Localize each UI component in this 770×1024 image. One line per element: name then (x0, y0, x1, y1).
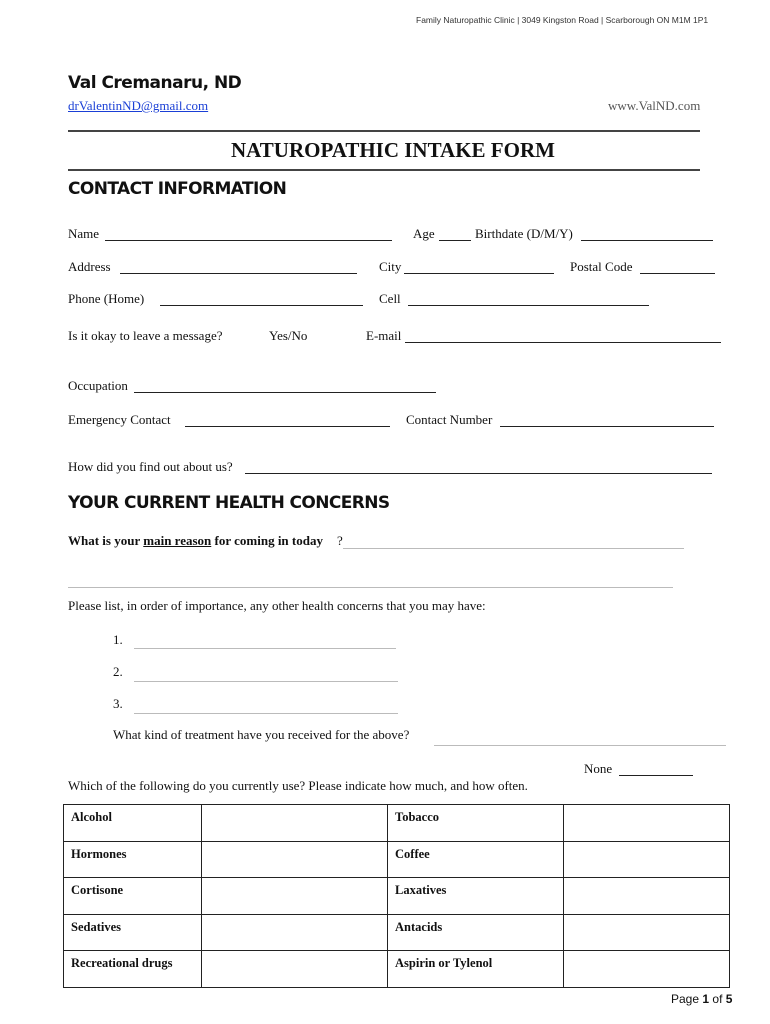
city-field[interactable] (404, 273, 554, 274)
birthdate-field[interactable] (581, 240, 713, 241)
substance-label: Alcohol (64, 805, 202, 842)
clinic-address-header: Family Naturopathic Clinic | 3049 Kingston Road | Scarborough ON M1M 1P1 (416, 15, 709, 25)
main-reason-suffix: for coming in today (211, 533, 323, 548)
none-field[interactable] (619, 775, 693, 776)
substance-label: Sedatives (64, 914, 202, 951)
none-label: None (584, 761, 613, 776)
address-field[interactable] (120, 273, 357, 274)
yes-no-option[interactable]: Yes/No (269, 328, 308, 343)
substance-label: Antacids (388, 914, 564, 951)
substance-label: Recreational drugs (64, 951, 202, 988)
email-field[interactable] (405, 342, 721, 343)
age-label: Age (413, 226, 435, 241)
other-concerns-prompt: Please list, in order of importance, any other health concerns that you may have: (68, 598, 486, 613)
referral-source-field[interactable] (245, 473, 712, 474)
city-label: City (379, 259, 402, 274)
postal-code-label: Postal Code (570, 259, 633, 274)
occupation-label: Occupation (68, 378, 128, 393)
cell-label: Cell (379, 291, 401, 306)
emergency-contact-label: Emergency Contact (68, 412, 171, 427)
cell-field[interactable] (408, 305, 649, 306)
main-reason-field-line1[interactable] (343, 548, 684, 549)
section-heading-health: YOUR CURRENT HEALTH CONCERNS (68, 493, 390, 513)
contact-number-label: Contact Number (406, 412, 493, 427)
concern-number-3: 3. (113, 696, 123, 711)
substance-usage-cell[interactable] (564, 878, 730, 915)
of-word: of (712, 992, 723, 1006)
concern-number-2: 2. (113, 664, 123, 679)
table-row (64, 878, 730, 915)
substance-usage-cell[interactable] (202, 805, 388, 842)
table-row (64, 914, 730, 951)
substance-label: Coffee (388, 841, 564, 878)
phone-home-label: Phone (Home) (68, 291, 145, 306)
leave-message-label: Is it okay to leave a message? (68, 328, 223, 343)
age-field[interactable] (439, 240, 471, 241)
section-heading-contact: CONTACT INFORMATION (68, 179, 287, 199)
concern-field-2[interactable] (134, 681, 398, 682)
substance-label: Aspirin or Tylenol (388, 951, 564, 988)
substance-label: Hormones (64, 841, 202, 878)
page-word: Page (671, 992, 700, 1006)
substance-usage-cell[interactable] (202, 914, 388, 951)
substance-usage-cell[interactable] (564, 805, 730, 842)
concern-field-3[interactable] (134, 713, 398, 714)
table-row (64, 805, 730, 842)
main-reason-question (68, 533, 323, 549)
concern-number-1: 1. (113, 632, 123, 647)
page-indicator (671, 992, 732, 1006)
main-reason-prefix: What is your (68, 533, 144, 548)
substance-usage-cell[interactable] (564, 841, 730, 878)
practitioner-email-link[interactable]: drValentinND@gmail.com (68, 98, 209, 113)
concern-field-1[interactable] (134, 648, 396, 649)
referral-source-label: How did you find out about us? (68, 459, 233, 474)
substance-usage-cell[interactable] (564, 914, 730, 951)
usage-prompt: Which of the following do you currently use? Please indicate how much, and how often. (68, 778, 528, 793)
substance-usage-cell[interactable] (202, 878, 388, 915)
address-label: Address (68, 259, 111, 274)
divider-top (68, 130, 700, 132)
phone-home-field[interactable] (160, 305, 363, 306)
main-reason-question-mark: ? (337, 533, 343, 548)
treatment-prompt: What kind of treatment have you received for the above? (113, 727, 410, 742)
substance-label: Tobacco (388, 805, 564, 842)
emergency-contact-field[interactable] (185, 426, 390, 427)
table-row (64, 841, 730, 878)
substance-usage-cell[interactable] (564, 951, 730, 988)
postal-code-field[interactable] (640, 273, 715, 274)
birthdate-label: Birthdate (D/M/Y) (475, 226, 573, 241)
main-reason-field-line2[interactable] (68, 587, 673, 588)
email-label: E-mail (366, 328, 402, 343)
contact-number-field[interactable] (500, 426, 714, 427)
main-reason-emphasis: main reason (143, 533, 212, 548)
occupation-field[interactable] (134, 392, 436, 393)
name-field[interactable] (105, 240, 392, 241)
table-row (64, 951, 730, 988)
substance-label: Laxatives (388, 878, 564, 915)
substance-usage-cell[interactable] (202, 841, 388, 878)
divider-bottom (68, 169, 700, 171)
substance-label: Cortisone (64, 878, 202, 915)
page-current: 1 (702, 992, 710, 1006)
page-total: 5 (725, 992, 733, 1006)
treatment-field[interactable] (434, 745, 726, 746)
practitioner-website: www.ValND.com (608, 98, 701, 113)
name-label: Name (68, 226, 100, 241)
substance-usage-table (63, 804, 730, 988)
practitioner-name: Val Cremanaru, ND (68, 73, 242, 93)
form-title: NATUROPATHIC INTAKE FORM (231, 138, 555, 162)
substance-usage-cell[interactable] (202, 951, 388, 988)
